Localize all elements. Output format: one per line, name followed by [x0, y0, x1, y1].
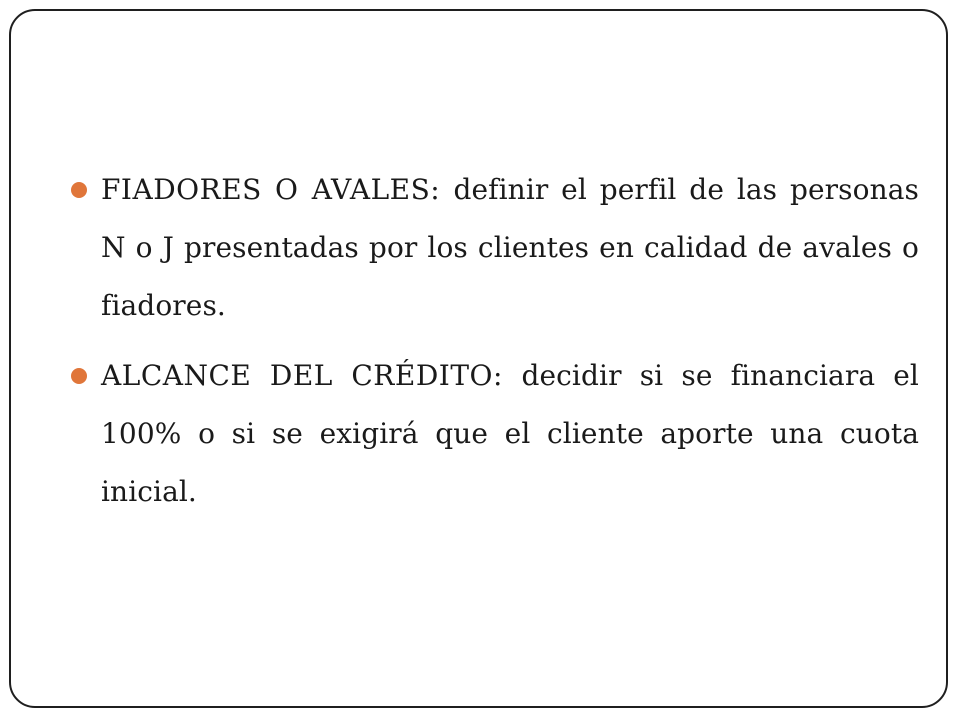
bullet-dot-icon: [71, 368, 87, 384]
bullet-dot-icon: [71, 182, 87, 198]
bullet-title: FIADORES O AVALES:: [101, 173, 454, 206]
bullet-item-fiadores: [71, 161, 919, 335]
slide-frame: [9, 9, 948, 708]
bullet-list: [71, 161, 919, 533]
bullet-text: decidir si se financiara el 100% o si se exigirá que el cliente aporte una cuota inicial.: [101, 359, 919, 508]
bullet-title: ALCANCE DEL CRÉDITO:: [101, 359, 522, 392]
bullet-item-alcance: [71, 347, 919, 521]
bullet-text: definir el perfil de las personas N o J presentadas por los clientes en calidad de avales o fiadores.: [101, 173, 919, 322]
